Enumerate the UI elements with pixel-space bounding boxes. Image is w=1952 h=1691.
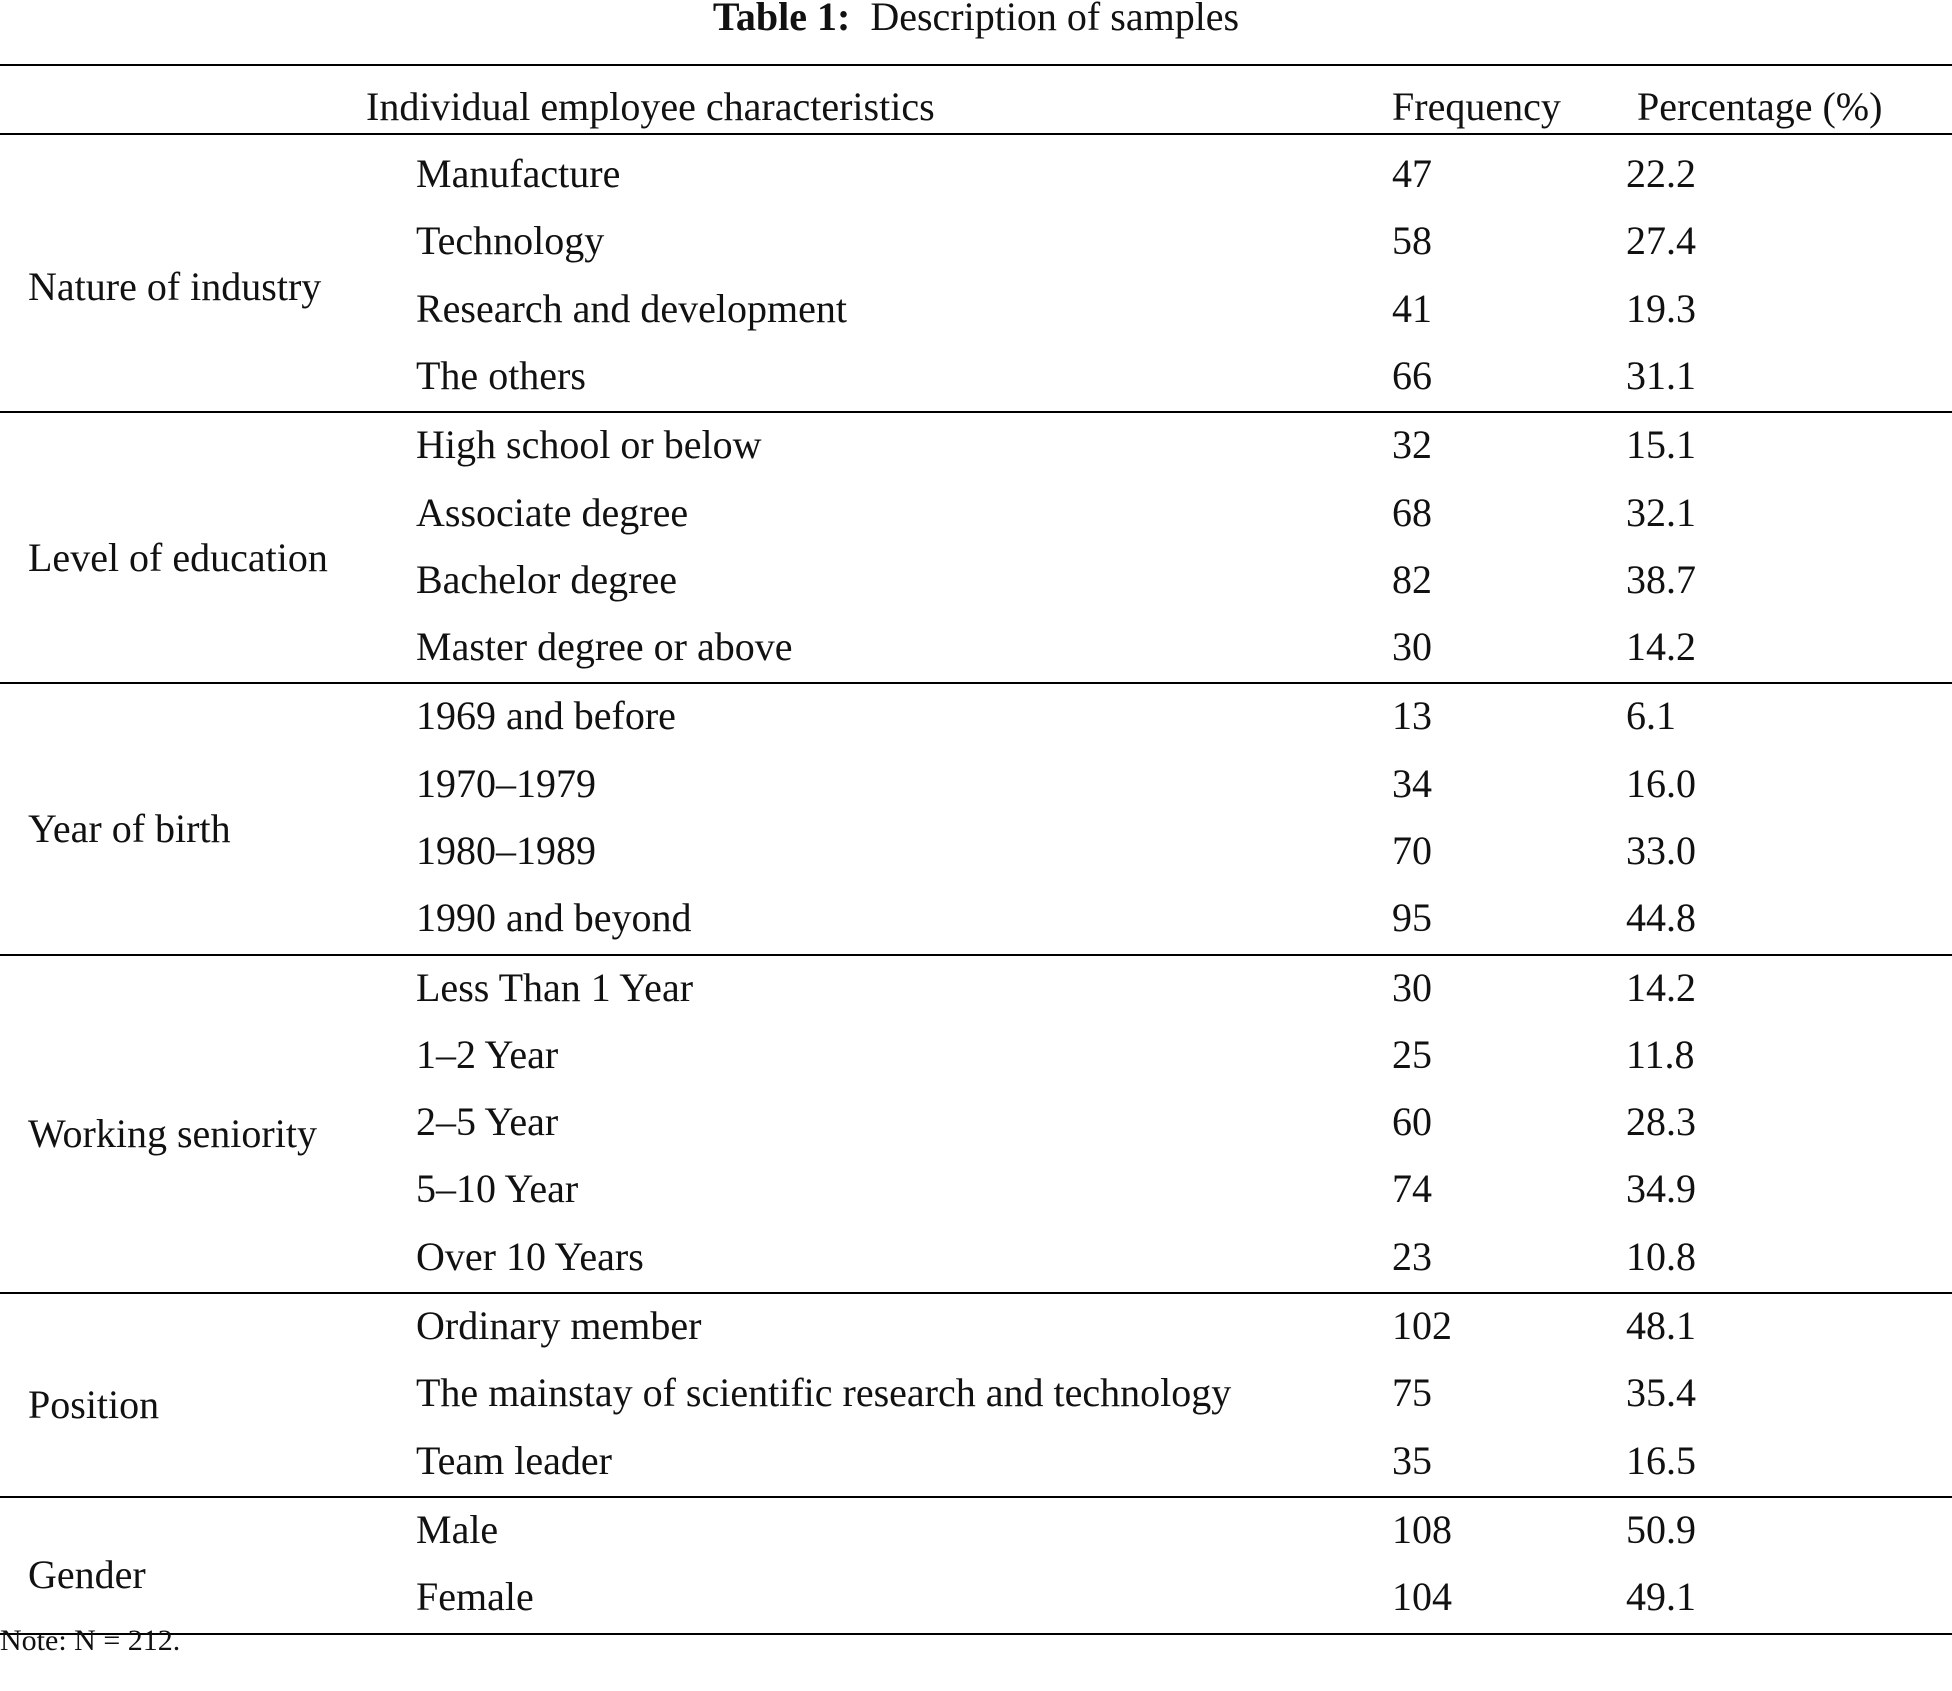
row-label: 1969 and before	[416, 693, 676, 738]
row-percentage: 10.8	[1626, 1234, 1696, 1279]
row-percentage: 33.0	[1626, 828, 1696, 873]
row-frequency: 58	[1392, 218, 1432, 263]
row-label: Technology	[416, 218, 605, 263]
row-frequency: 60	[1392, 1099, 1432, 1144]
group-rule	[0, 411, 1952, 413]
group-rule	[0, 1292, 1952, 1294]
header-characteristics: Individual employee characteristics	[366, 84, 935, 129]
row-percentage: 48.1	[1626, 1303, 1696, 1348]
row-label: Manufacture	[416, 151, 621, 196]
row-label: 1980–1989	[416, 828, 596, 873]
row-percentage: 49.1	[1626, 1574, 1696, 1619]
row-percentage: 16.0	[1626, 761, 1696, 806]
row-percentage: 14.2	[1626, 624, 1696, 669]
row-frequency: 13	[1392, 693, 1432, 738]
row-label: Over 10 Years	[416, 1234, 644, 1279]
row-percentage: 22.2	[1626, 151, 1696, 196]
bottom-rule	[0, 1633, 1952, 1635]
row-label: High school or below	[416, 422, 762, 467]
row-frequency: 82	[1392, 557, 1432, 602]
row-percentage: 32.1	[1626, 490, 1696, 535]
row-label: 5–10 Year	[416, 1166, 579, 1211]
row-label: The mainstay of scientific research and technology	[416, 1370, 1232, 1415]
row-frequency: 104	[1392, 1574, 1452, 1619]
row-frequency: 30	[1392, 624, 1432, 669]
row-frequency: 108	[1392, 1507, 1452, 1552]
group-name: Level of education	[28, 535, 328, 580]
row-frequency: 34	[1392, 761, 1432, 806]
row-label: 2–5 Year	[416, 1099, 559, 1144]
group-name: Working seniority	[28, 1111, 317, 1156]
row-label: Ordinary member	[416, 1303, 702, 1348]
row-frequency: 95	[1392, 895, 1432, 940]
row-frequency: 102	[1392, 1303, 1452, 1348]
group-name: Gender	[28, 1552, 146, 1597]
row-label: Female	[416, 1574, 534, 1619]
row-percentage: 31.1	[1626, 353, 1696, 398]
row-frequency: 35	[1392, 1438, 1432, 1483]
row-label: Bachelor degree	[416, 557, 677, 602]
group-rule	[0, 954, 1952, 956]
row-percentage: 6.1	[1626, 693, 1676, 738]
row-frequency: 66	[1392, 353, 1432, 398]
header-percentage: Percentage (%)	[1637, 84, 1883, 129]
group-name: Position	[28, 1382, 160, 1427]
row-label: Master degree or above	[416, 624, 793, 669]
row-frequency: 75	[1392, 1370, 1432, 1415]
row-frequency: 41	[1392, 286, 1432, 331]
row-percentage: 38.7	[1626, 557, 1696, 602]
table-caption	[0, 0, 1952, 42]
group-rule	[0, 682, 1952, 684]
caption-title: Description of samples	[870, 0, 1240, 39]
row-frequency: 68	[1392, 490, 1432, 535]
row-percentage: 44.8	[1626, 895, 1696, 940]
row-frequency: 32	[1392, 422, 1432, 467]
row-label: The others	[416, 353, 586, 398]
group-name: Year of birth	[28, 806, 231, 851]
row-percentage: 50.9	[1626, 1507, 1696, 1552]
row-label: Less Than 1 Year	[416, 965, 694, 1010]
row-percentage: 11.8	[1626, 1032, 1695, 1077]
header-frequency: Frequency	[1392, 84, 1561, 129]
row-percentage: 14.2	[1626, 965, 1696, 1010]
row-percentage: 34.9	[1626, 1166, 1696, 1211]
row-percentage: 16.5	[1626, 1438, 1696, 1483]
row-label: Associate degree	[416, 490, 689, 535]
row-label: 1990 and beyond	[416, 895, 692, 940]
row-percentage: 27.4	[1626, 218, 1696, 263]
row-frequency: 23	[1392, 1234, 1432, 1279]
row-percentage: 28.3	[1626, 1099, 1696, 1144]
row-frequency: 25	[1392, 1032, 1432, 1077]
row-frequency: 70	[1392, 828, 1432, 873]
row-frequency: 30	[1392, 965, 1432, 1010]
top-rule	[0, 64, 1952, 66]
caption-label: Table 1:	[712, 0, 851, 39]
row-label: 1970–1979	[416, 761, 596, 806]
row-label: 1–2 Year	[416, 1032, 559, 1077]
row-percentage: 35.4	[1626, 1370, 1696, 1415]
row-label: Research and development	[416, 286, 847, 331]
table-note: Note: N = 212.	[0, 1624, 181, 1657]
row-frequency: 47	[1392, 151, 1432, 196]
header-rule	[0, 133, 1952, 135]
row-frequency: 74	[1392, 1166, 1432, 1211]
group-rule	[0, 1496, 1952, 1498]
group-name: Nature of industry	[28, 264, 322, 309]
row-label: Team leader	[416, 1438, 612, 1483]
row-percentage: 15.1	[1626, 422, 1696, 467]
row-label: Male	[416, 1507, 499, 1552]
row-percentage: 19.3	[1626, 286, 1696, 331]
